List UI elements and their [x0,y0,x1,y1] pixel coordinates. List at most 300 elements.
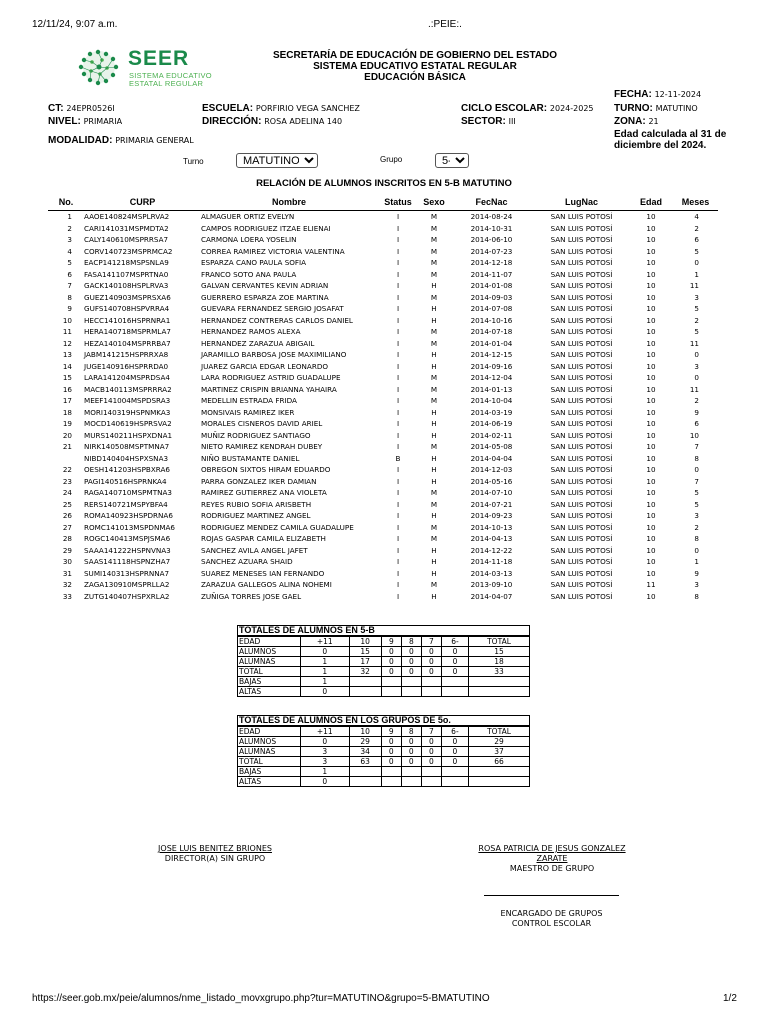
totals-cell [421,677,441,687]
totals-cell [469,687,530,697]
cell-sexo: H [431,361,437,371]
seer-logo [72,46,222,90]
totals-cell [469,777,530,787]
logo-subtitle-2: ESTATAL REGULAR [129,79,204,88]
cell-curp: MOCD140619HSPRSVA2 [84,419,172,429]
turno-label: TURNO: [614,103,653,114]
totals-cell: 0 [401,747,421,757]
cell-no: 13 [62,350,72,360]
cell-no: 27 [62,522,72,532]
ciclo-value: 2024-2025 [549,104,594,113]
totals-cell: 0 [441,657,468,667]
totals-row-label: EDAD [238,636,301,647]
cell-lugnac: SAN LUIS POTOSÍ [550,476,613,486]
table-row [48,476,718,488]
totals-row [238,667,530,677]
print-page-title: .:PEIE:. [428,19,462,30]
totals-row-label: ALUMNAS [238,657,301,667]
cell-lugnac: SAN LUIS POTOSÍ [550,384,613,394]
cell-edad: 10 [646,396,656,406]
cell-status: I [396,511,400,521]
ct-field [48,103,115,114]
cell-edad: 10 [646,476,656,486]
cell-no: 5 [67,258,72,268]
cell-meses: 0 [694,545,699,555]
cell-edad: 10 [646,545,656,555]
totals-cell: 0 [401,667,421,677]
cell-meses: 9 [694,568,699,578]
cell-no: 30 [62,557,72,567]
totals-cell [441,777,468,787]
table-row [48,568,718,580]
totals-cell [441,677,468,687]
cell-curp: EACP141218MSPSNLA9 [84,258,169,268]
cell-fecnac: 2014-08-24 [470,212,513,222]
cell-fecnac: 2014-05-16 [470,476,513,486]
edad-note: Edad calculada al 31 de diciembre del 2024. [614,129,727,151]
cell-nombre: MUÑIZ RODRIGUEZ SANTIAGO [201,430,311,440]
cell-status: I [396,304,400,314]
cell-meses: 5 [694,246,699,256]
table-row [48,292,718,304]
nivel-value: PRIMARIA [83,117,123,126]
students-table-header [48,193,718,211]
cell-status: I [396,384,400,394]
cell-nombre: GUEVARA FERNANDEZ SERGIO JOSAFAT [201,304,344,314]
cell-no: 21 [62,442,72,452]
cell-no: 3 [67,235,72,245]
ct-value: 24EPR0526I [66,104,115,113]
list-title: RELACIÓN DE ALUMNOS INSCRITOS EN 5-B MATUTINO [256,178,512,189]
cell-curp: FASA141107MSPRTNA0 [84,269,169,279]
cell-fecnac: 2014-12-15 [470,350,513,360]
totals-cell [349,687,381,697]
director-signature [140,844,290,864]
cell-lugnac: SAN LUIS POTOSÍ [550,361,613,371]
cell-curp: NIRK140508MSPTMNA7 [84,442,170,452]
cell-nombre: SANCHEZ AZUARA SHAID [201,557,293,567]
cell-status: I [396,534,400,544]
cell-sexo: M [430,269,438,279]
cell-nombre: GALVAN CERVANTES KEVIN ADRIAN [201,281,329,291]
totals-cell: 15 [349,647,381,657]
director-role: DIRECTOR(A) SIN GRUPO [164,854,266,863]
fecha-label: FECHA: [614,89,652,100]
cell-lugnac: SAN LUIS POTOSÍ [550,534,613,544]
direccion-value: ROSA ADELINA 140 [264,117,343,126]
teacher-name: ROSA PATRICIA DE JESUS GONZALEZ ZARATE [478,844,626,863]
totals-cell: 32 [349,667,381,677]
totals-cell: 37 [469,747,530,757]
cell-status: I [396,407,400,417]
cell-edad: 10 [646,292,656,302]
table-row [48,361,718,373]
cell-fecnac: 2014-12-03 [470,465,513,475]
cell-meses: 8 [694,591,699,601]
totals-row-label: BAJAS [238,677,301,687]
cell-status: I [396,419,400,429]
cell-nombre: ZARAZUA GALLEGOS ALINA NOHEMI [201,580,332,590]
sector-value: III [508,117,516,126]
cell-fecnac: 2014-11-18 [470,557,513,567]
cell-no: 9 [67,304,72,314]
table-row [48,211,718,223]
cell-status: I [396,568,400,578]
teacher-signature [462,844,642,874]
totals-cell: 0 [401,657,421,667]
cell-lugnac: SAN LUIS POTOSÍ [550,258,613,268]
totals-cell: 6- [441,636,468,647]
cell-sexo: M [430,292,438,302]
cell-no: 2 [67,223,72,233]
cell-status: I [396,545,400,555]
cell-lugnac: SAN LUIS POTOSÍ [550,235,613,245]
cell-fecnac: 2014-04-04 [470,453,513,463]
cell-meses: 0 [694,465,699,475]
table-row [48,257,718,269]
cell-curp: RAGA140710MSPMTNA3 [84,488,172,498]
turno-select[interactable] [236,153,318,168]
cell-curp: SAAS141118HSPNZHA7 [84,557,171,567]
totals-cell: 17 [349,657,381,667]
cell-curp: ROGC140413MSPJSMA6 [84,534,171,544]
totals-cell: 18 [469,657,530,667]
cell-no: 18 [62,407,72,417]
cell-status: I [396,315,400,325]
cell-sexo: H [431,476,437,486]
cell-lugnac: SAN LUIS POTOSÍ [550,246,613,256]
cell-status: I [396,269,400,279]
cell-meses: 2 [694,315,699,325]
table-row [48,407,718,419]
table-row [48,579,718,591]
cell-meses: 3 [694,292,699,302]
cell-no: 29 [62,545,72,555]
totals-row [238,726,530,737]
cell-sexo: H [431,465,437,475]
cell-curp: ZAGA130910MSPRLLA2 [84,580,170,590]
cell-lugnac: SAN LUIS POTOSÍ [550,591,613,601]
totals-row [238,777,530,787]
cell-status: I [396,499,400,509]
cell-status: I [396,258,400,268]
totals-cell: 0 [381,667,401,677]
cell-status: I [396,223,400,233]
totals-row-label: ALTAS [238,777,301,787]
totals-row [238,767,530,777]
totals-cell: 3 [301,747,350,757]
cell-curp: ROMC141013MSPDNMA6 [84,522,176,532]
cell-no: 32 [62,580,72,590]
cell-no: 17 [62,396,72,406]
totals-cell [381,777,401,787]
cell-no: 11 [62,327,72,337]
cell-lugnac: SAN LUIS POTOSÍ [550,315,613,325]
cell-nombre: ZUÑIGA TORRES JOSE GAEL [201,591,302,601]
cell-lugnac: SAN LUIS POTOSÍ [550,350,613,360]
cell-lugnac: SAN LUIS POTOSÍ [550,407,613,417]
cell-fecnac: 2014-06-19 [470,419,513,429]
totals-row [238,737,530,747]
totals-cell: 0 [421,757,441,767]
cell-sexo: H [431,315,437,325]
cell-fecnac: 2014-09-16 [470,361,513,371]
cell-no: 28 [62,534,72,544]
totals-cell [401,777,421,787]
cell-nombre: MONSIVAIS RAMIREZ IKER [201,407,295,417]
cell-lugnac: SAN LUIS POTOSÍ [550,212,613,222]
cell-curp: SAAA141222HSPNVNA3 [84,545,171,555]
table-row [48,545,718,557]
totals-row [238,747,530,757]
cell-status: I [396,338,400,348]
cell-lugnac: SAN LUIS POTOSÍ [550,338,613,348]
totals-cell: 0 [421,667,441,677]
cell-curp: OESH141203HSPBXRA6 [84,465,170,475]
totals-cell: 0 [441,647,468,657]
cell-edad: 10 [646,407,656,417]
cell-fecnac: 2014-03-19 [470,407,513,417]
cell-edad: 10 [646,315,656,325]
cell-lugnac: SAN LUIS POTOSÍ [550,396,613,406]
cell-curp: PAGI140516HSPRNKA4 [84,476,167,486]
cell-nombre: PARRA GONZALEZ IKER DAMIAN [201,476,317,486]
modalidad-field [48,135,194,146]
cell-no: 7 [67,281,72,291]
cell-status: I [396,522,400,532]
table-row [48,246,718,258]
totals-cell: 0 [381,757,401,767]
cell-fecnac: 2014-04-13 [470,534,513,544]
zona-label: ZONA: [614,116,646,127]
totals-cell [441,687,468,697]
cell-nombre: NIETO RAMIREZ KENDRAH DUBEY [201,442,323,452]
cell-sexo: H [431,557,437,567]
cell-no: 33 [62,591,72,601]
totals-cell: TOTAL [469,726,530,737]
cell-edad: 10 [646,465,656,475]
cell-curp: ROMA140923HSPDRNA6 [84,511,173,521]
column-header: CURP [129,196,156,207]
cell-no: 31 [62,568,72,578]
cell-edad: 10 [646,246,656,256]
cell-status: I [396,373,400,383]
cell-meses: 8 [694,453,699,463]
cell-curp: JUGE140916HSPRRDA0 [84,361,169,371]
cell-no: 16 [62,384,72,394]
cell-edad: 10 [646,373,656,383]
cell-meses: 6 [694,419,699,429]
grupo-select[interactable] [435,153,469,168]
cell-no: 4 [67,246,72,256]
totals-cell: +11 [301,636,350,647]
totals-cell: 1 [301,767,350,777]
cell-meses: 3 [694,361,699,371]
totals-cell [349,767,381,777]
cell-nombre: JUAREZ GARCIA EDGAR LEONARDO [201,361,329,371]
cell-sexo: H [431,281,437,291]
cell-nombre: FRANCO SOTO ANA PAULA [201,269,297,279]
table-row [48,522,718,534]
sector-field [461,116,516,127]
ct-label: CT: [48,103,64,114]
cell-sexo: H [431,591,437,601]
cell-sexo: H [431,511,437,521]
totals-cell: 0 [301,687,350,697]
cell-nombre: MEDELLIN ESTRADA FRIDA [201,396,297,406]
cell-sexo: H [431,568,437,578]
institution-header [250,50,580,83]
totals-cell: 34 [349,747,381,757]
cell-no: 23 [62,476,72,486]
cell-no: 8 [67,292,72,302]
cell-sexo: M [430,246,438,256]
totals-row [238,657,530,667]
cell-meses: 5 [694,499,699,509]
totals-row-label: ALUMNAS [238,747,301,757]
print-page-number: 1/2 [723,993,737,1004]
cell-curp: HEZA140104MSPRRBA7 [84,338,171,348]
turno-field [614,103,698,114]
totals-cell: 0 [301,777,350,787]
totals-row-label: TOTAL [238,667,301,677]
cell-lugnac: SAN LUIS POTOSÍ [550,453,613,463]
cell-meses: 2 [694,396,699,406]
totals-cell: 29 [349,737,381,747]
cell-edad: 10 [646,453,656,463]
totals-cell: 1 [301,667,350,677]
cell-fecnac: 2013-09-10 [470,580,513,590]
cell-lugnac: SAN LUIS POTOSÍ [550,568,613,578]
cell-no: 26 [62,511,72,521]
cell-sexo: M [430,384,438,394]
cell-lugnac: SAN LUIS POTOSÍ [550,304,613,314]
cell-sexo: M [430,580,438,590]
fecha-field [614,89,701,100]
table-row [48,326,718,338]
cell-curp: SUMI140313HSPRNNA7 [84,568,170,578]
cell-edad: 10 [646,591,656,601]
table-row [48,303,718,315]
print-url: https://seer.gob.mx/peie/alumnos/nme_listado_movxgrupo.php?tur=MATUTINO&grupo=5-BMATUTINO [32,993,490,1004]
totals-cell [401,677,421,687]
modalidad-label: MODALIDAD: [48,135,113,146]
cell-edad: 10 [646,223,656,233]
cell-no: 10 [62,315,72,325]
table-row [48,280,718,292]
cell-fecnac: 2014-10-16 [470,315,513,325]
cell-status: I [396,350,400,360]
cell-curp: MORI140319HSPNMKA3 [84,407,171,417]
cell-status: I [396,591,400,601]
director-name: JOSE LUIS BENITEZ BRIONES [158,844,272,853]
cell-fecnac: 2014-01-08 [470,281,513,291]
totals-cell: 1 [301,657,350,667]
cell-edad: 10 [646,511,656,521]
nivel-field [48,116,122,127]
cell-nombre: JARAMILLO BARBOSA JOSE MAXIMILIANO [201,350,347,360]
column-header: FecNac [475,196,508,207]
totals-cell: 66 [469,757,530,767]
cell-nombre: MARTINEZ CRISPIN BRIANNA YAHAIRA [201,384,337,394]
cell-nombre: GUERRERO ESPARZA ZOE MARTINA [201,292,329,302]
cell-nombre: RODRIGUEZ MENDEZ CAMILA GUADALUPE [201,522,354,532]
totals-row [238,687,530,697]
cell-edad: 10 [646,338,656,348]
cell-curp: GUFS140708HSPVRRA4 [84,304,170,314]
cell-lugnac: SAN LUIS POTOSÍ [550,522,613,532]
cell-status: B [395,453,401,463]
totals-cell: 10 [349,726,381,737]
cell-sexo: M [430,534,438,544]
cell-curp: RERS140721MSPYBFA4 [84,499,168,509]
cell-sexo: M [430,499,438,509]
totals-row-label: ALTAS [238,687,301,697]
table-row [48,487,718,499]
totals-cell: 0 [401,757,421,767]
turno-value: MATUTINO [655,104,698,113]
cell-lugnac: SAN LUIS POTOSÍ [550,557,613,567]
totals-cell: 0 [301,737,350,747]
cell-no: 15 [62,373,72,383]
table-row [48,315,718,327]
cell-status: I [396,476,400,486]
totals-cell: 0 [421,647,441,657]
cell-meses: 9 [694,407,699,417]
cell-nombre: LARA RODRIGUEZ ASTRID GUADALUPE [201,373,341,383]
cell-status: I [396,430,400,440]
totals-cell: 0 [381,647,401,657]
totals-grade-table [237,715,530,787]
zona-field [614,116,659,127]
cell-nombre: OBREGON SIXTOS HIRAM EDUARDO [201,465,331,475]
cell-meses: 11 [689,338,699,348]
totals-cell: 0 [441,747,468,757]
table-row [48,591,718,603]
cell-nombre: CORREA RAMIREZ VICTORIA VALENTINA [201,246,345,256]
cell-edad: 11 [646,580,656,590]
cell-no: 1 [67,212,72,222]
cell-curp: MURS140211HSPXDNA1 [84,430,173,440]
cell-curp: MEEF141004MSPDSRA3 [84,396,171,406]
cell-curp: CALY140610MSPRRSA7 [84,235,169,245]
column-header: Nombre [271,196,306,207]
totals-cell: 7 [421,636,441,647]
cell-sexo: M [430,373,438,383]
totals-cell: 1 [301,677,350,687]
students-table [48,193,718,602]
cell-status: I [396,580,400,590]
cell-fecnac: 2014-07-21 [470,499,513,509]
cell-meses: 10 [689,430,699,440]
cell-status: I [396,396,400,406]
totals-cell [381,687,401,697]
escuela-value: PORFIRIO VEGA SANCHEZ [255,104,360,113]
cell-edad: 10 [646,419,656,429]
totals-cell: 8 [401,726,421,737]
direccion-field [202,116,342,127]
cell-status: I [396,327,400,337]
totals-cell: 10 [349,636,381,647]
cell-edad: 10 [646,350,656,360]
turno-filter-label: Turno [183,157,204,166]
totals-cell [421,767,441,777]
cell-sexo: M [430,396,438,406]
totals-cell: 3 [301,757,350,767]
cell-curp: LARA141204MSPRDSA4 [84,373,170,383]
cell-lugnac: SAN LUIS POTOSÍ [550,465,613,475]
totals-cell [469,677,530,687]
